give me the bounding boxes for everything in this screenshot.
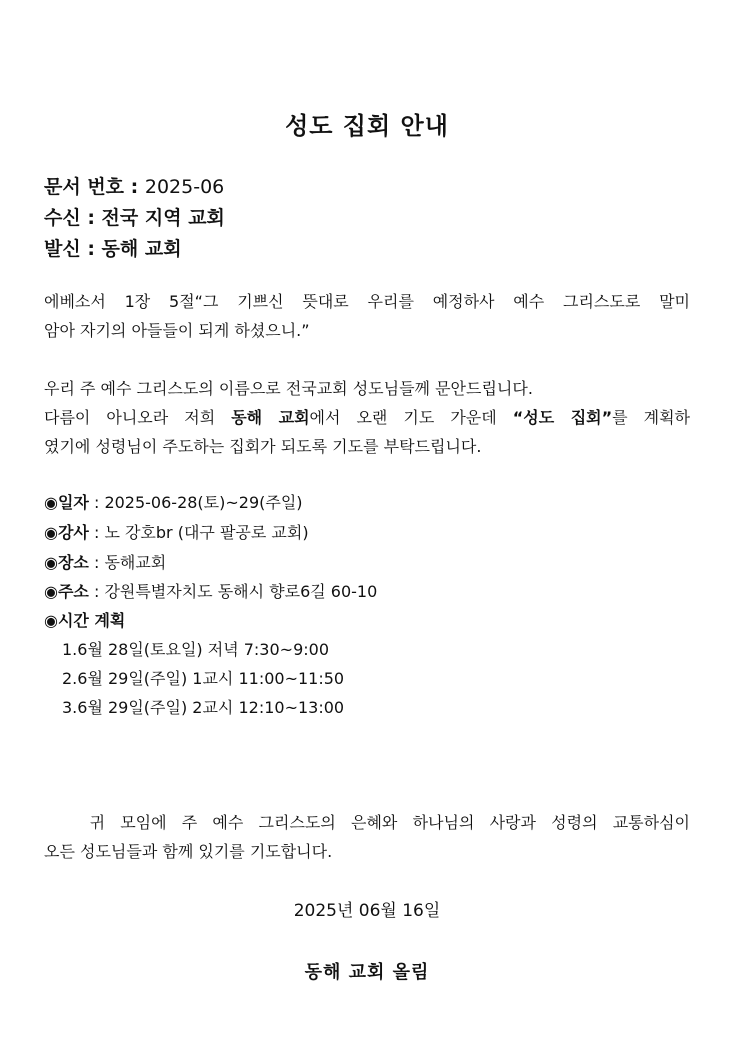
schedule-item-3: 3.6월 29일(주일) 2교시 12:10~13:00 [62,698,345,717]
document-signer: 동해 교회 올림 [304,962,430,983]
detail-address-label: ◉주소 [44,582,89,601]
document-number-value: 2025-06 [144,176,225,198]
greeting-paragraph [44,374,690,461]
event-name-highlight: “성도 집회” [512,408,613,427]
schedule-item-1: 1.6월 28일(토요일) 저녁 7:30~9:00 [62,640,330,659]
detail-speaker-label: ◉강사 [44,523,89,542]
document-number-label: 문서 번호 : [44,176,145,198]
greeting-line-1: 우리 주 예수 그리스도의 이름으로 전국교회 성도님들께 문안드립니다. [44,379,533,398]
detail-date-label: ◉일자 [44,493,89,512]
detail-schedule [44,608,125,631]
detail-address-value: : 강원특별자치도 동해시 향로6길 60-10 [88,582,378,601]
document-date: 2025년 06월 16일 [293,901,441,921]
greeting-line-2-mid: 에서 오랜 기도 가운데 [309,408,513,427]
recipient-label: 수신 : [44,207,102,229]
closing-line-2: 오든 성도님들과 함께 있기를 기도합니다. [44,842,333,861]
greeting-line-2-pre: 다름이 아니오라 저희 [44,408,232,427]
recipient [44,203,225,230]
detail-place-label: ◉장소 [44,553,89,572]
verse-line-2: 암아 자기의 아들들이 되게 하셨으니.” [44,321,310,340]
scripture-verse [44,287,690,345]
recipient-value: 전국 지역 교회 [101,207,225,229]
greeting-line-3: 였기에 성령님이 주도하는 집회가 되도록 기도를 부탁드립니다. [44,437,482,456]
detail-date-value: : 2025-06-28(토)~29(주일) [88,493,303,512]
sender [44,234,182,261]
verse-line-1: 에베소서 1장 5절“그 기쁘신 뜻대로 우리를 예정하사 예수 그리스도로 말미 [44,292,690,311]
document-number [44,172,224,199]
detail-speaker-value: : 노 강호br (대구 팔공로 교회) [88,523,309,542]
greeting-line-2 [44,403,690,432]
sender-value: 동해 교회 [101,238,182,260]
church-name-highlight: 동해 교회 [231,408,310,427]
detail-address [44,579,377,602]
detail-date [44,490,303,513]
detail-schedule-label: ◉시간 계획 [44,611,126,630]
sender-label: 발신 : [44,238,102,260]
detail-speaker [44,520,309,543]
document-title: 성도 집회 안내 [285,112,449,140]
schedule-item-2: 2.6월 29일(주일) 1교시 11:00~11:50 [62,669,345,688]
detail-place [44,550,166,573]
detail-place-value: : 동해교회 [88,553,167,572]
closing-blessing [44,808,690,866]
closing-line-1: 귀 모임에 주 예수 그리스도의 은혜와 하나님의 사랑과 성령의 교통하심이 [44,813,690,832]
greeting-line-2-post: 를 계획하 [612,408,690,427]
